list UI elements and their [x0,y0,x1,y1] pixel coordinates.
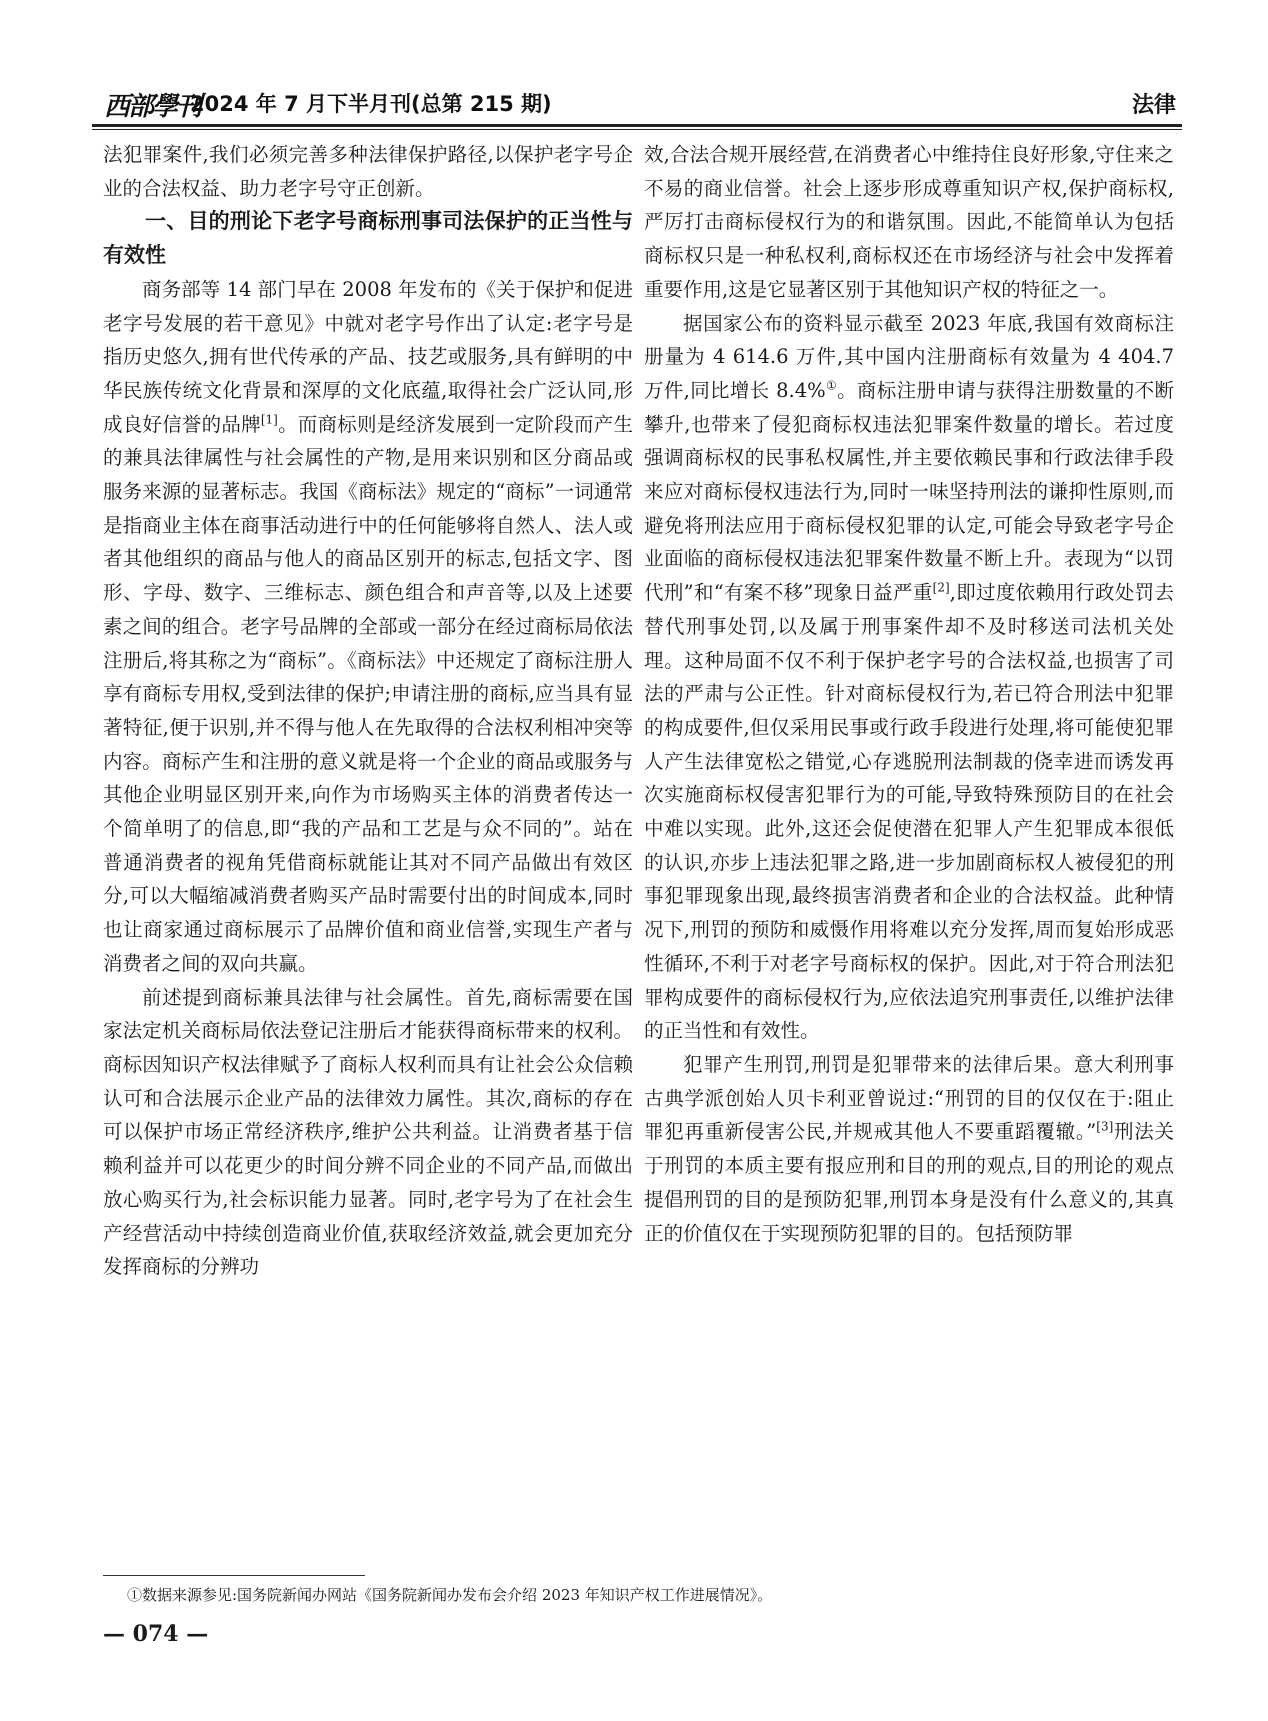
text-run: 据国家公布的资料显示截至 2023 年底,我国有效商标注册量为 4 614.6 万件,其中国内注册商标有效量为 4 404.7 万件,同比增长 8.4% [644,311,1174,402]
paragraph [103,273,633,981]
paragraph-continued: 法犯罪案件,我们必须完善多种法律保护路径,以保护老字号企业的合法权益、助力老字号守正创新。 [103,143,633,200]
section-heading: 一、目的刑论下老字号商标刑事司法保护的正当性与有效性 [103,209,633,268]
footnote: ①数据来源参见:国务院新闻办网站《国务院新闻办发布会介绍 2023 年知识产权工作进展情况》。 [127,1586,773,1604]
section-label: 法律 [1131,93,1176,118]
text-run: 。商标注册申请与获得注册数量的不断攀升,也带来了侵犯商标权违法犯罪案件数量的增长。若过度强调商标权的民事私权属性,并主要依赖民事和行政法律手段来应对商标侵权违法行为,同时一味坚持刑法的谦抑性原则,而避免将刑法应用于商标侵权犯罪的认定,可能会导致老字号企业面临的商标侵权违法犯罪案件数量不断上升。表现为“以罚代刑”和“有案不移”现象日益严重 [644,378,1174,605]
page-number: — 074 — [103,1621,209,1647]
citation-ref: [2] [932,580,950,595]
header-rule-thick [92,124,1182,127]
running-header [92,84,1182,124]
footnote-ref: ① [825,378,838,393]
citation-ref: [3] [1096,1119,1114,1134]
text-run: 商务部等 14 部门早在 2008 年发布的《关于保护和促进老字号发展的若干意见》中就对老字号作出了认定:老字号是指历史悠久,拥有世代传承的产品、技艺或服务,具有鲜明的中华民族传统文化背景和深厚的文化底蕴,取得社会广泛认同,形成良好信誉的品牌 [103,277,633,436]
paragraph [644,1048,1174,1250]
issue-info: 2024 年 7 月下半月刊(总第 215 期) [190,92,552,116]
text-run: ,即过度依赖用行政处罚去替代刑事处罚,以及属于刑事案件却不及时移送司法机关处理。这种局面不仅不利于保护老字号的合法权益,也损害了司法的严肃与公正性。针对商标侵权行为,若已符合刑法中犯罪的构成要件,但仅采用民事或行政手段进行处理,将可能使犯罪人产生法律宽松之错觉,心存逃脱刑法制裁的侥幸进而诱发再次实施商标权侵害犯罪行为的可能,导致特殊预防目的在社会中难以实现。此外,这还会促使潜在犯罪人产生犯罪成本很低的认识,亦步上违法犯罪之路,进一步加剧商标权人被侵犯的刑事犯罪现象出现,最终损害消费者和企业的合法权益。此种情况下,刑罚的预防和威慑作用将难以充分发挥,周而复始形成恶性循环,不利于对老字号商标权的保护。因此,对于符合刑法犯罪构成要件的商标侵权行为,应依法追究刑事责任,以维护法律的正当性和有效性。 [644,581,1174,1043]
text-run: 刑法关于刑罚的本质主要有报应刑和目的刑的观点,目的刑论的观点提倡刑罚的目的是预防犯罪,刑罚本身是没有什么意义的,其真正的价值仅在于实现预防犯罪的目的。包括预防罪 [644,1120,1174,1245]
paragraph [644,307,1174,1048]
right-column [644,138,1174,1250]
text-run: 。而商标则是经济发展到一定阶段而产生的兼具法律属性与社会属性的产物,是用来识别和区分商品或服务来源的显著标志。我国《商标法》规定的“商标”一词通常是指商业主体在商事活动进行中的任何能够将自然人、法人或者其他组织的商品与他人的商品区别开的标志,包括文字、图形、字母、数字、三维标志、颜色组合和声音等,以及上述要素之间的组合。老字号品牌的全部或一部分在经过商标局依法注册后,将其称之为“商标”。《商标法》中还规定了商标注册人享有商标专用权,受到法律的保护;申请注册的商标,应当具有显著特征,便于识别,并不得与他人在先取得的合法权利相冲突等内容。商标产生和注册的意义就是将一个企业的商品或服务与其他企业明显区别开来,向作为市场购买主体的消费者传达一个简单明了的信息,即“我的产品和工艺是与众不同的”。站在普通消费者的视角凭借商标就能让其对不同产品做出有效区分,可以大幅缩减消费者购买产品时需要付出的时间成本,同时也让商家通过商标展示了品牌价值和商业信誉,实现生产者与消费者之间的双向共赢。 [103,412,633,975]
text-run: 犯罪产生刑罚,刑罚是犯罪带来的法律后果。意大利刑事古典学派创始人贝卡利亚曾说过:“刑罚的目的仅仅在于:阻止罪犯再重新侵害公民,并规戒其他人不要重蹈覆辙。” [644,1052,1174,1144]
header-rule-thin [92,129,1182,130]
footnote-rule [103,1575,365,1576]
journal-logo: 西部學刊 [104,92,201,122]
citation-ref: [1] [260,412,278,427]
paragraph-continued: 效,合法合规开展经营,在消费者心中维持住良好形象,守住来之不易的商业信誉。社会上逐步形成尊重知识产权,保护商标权,严厉打击商标侵权行为的和谐氛围。因此,不能简单认为包括商标权只是一种私权利,商标权还在市场经济与社会中发挥着重要作用,这是它显著区别于其他知识产权的特征之一。 [644,143,1174,301]
paragraph: 前述提到商标兼具法律与社会属性。首先,商标需要在国家法定机关商标局依法登记注册后才能获得商标带来的权利。商标因知识产权法律赋予了商标人权利而具有让社会公众信赖认可和合法展示企业产品的法律效力属性。其次,商标的存在可以保护市场正常经济秩序,维护公共利益。让消费者基于信赖利益并可以花更少的时间分辨不同企业的不同产品,而做出放心购买行为,社会标识能力显著。同时,老字号为了在社会生产经营活动中持续创造商业价值,获取经济效益,就会更加充分发挥商标的分辨功 [103,985,633,1279]
left-column [103,138,633,1284]
